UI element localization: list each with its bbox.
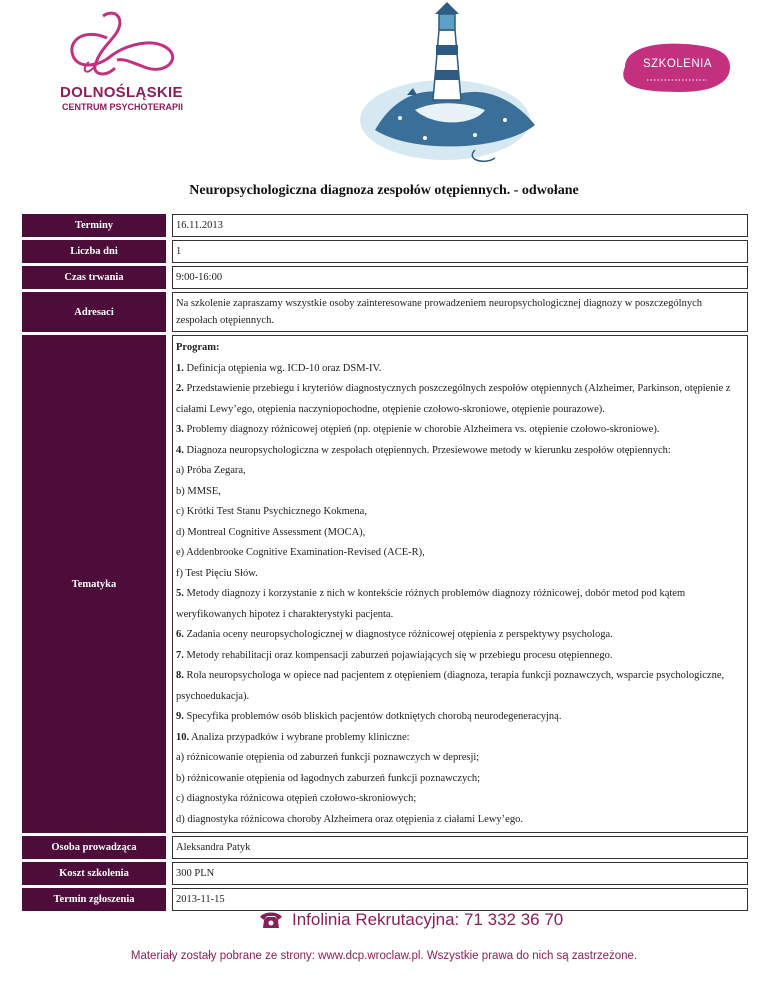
program-item	[176, 748, 744, 769]
program-item-text: Diagnoza neuropsychologiczna w zespołach otępiennych. Przesiewowe metody w kierunku zespołów otępiennych:	[183, 444, 671, 456]
program-item-text: Metody diagnozy i korzystanie z nich w kontekście różnych problemów diagnozy różnicowej, dobór metod pod kątem weryfikowanych hipotez i charakterystyki pacjenta.	[176, 588, 686, 620]
program-item-number: 1.	[176, 362, 184, 374]
program-item-text: c) Krótki Test Stanu Psychicznego Kokmena,	[176, 506, 367, 517]
logo-subtitle: CENTRUM PSYCHOTERAPII	[62, 102, 184, 112]
phone-text: Infolinia Rekrutacyjna: 71 332 36 70	[292, 910, 564, 929]
szkolenia-label: SZKOLENIA	[642, 58, 713, 70]
footer-phone	[258, 910, 563, 930]
training-info-table	[22, 211, 748, 914]
program-item	[176, 461, 744, 482]
program-item	[176, 728, 744, 749]
program-item	[176, 707, 744, 728]
program-item-text: Zadania oceny neuropsychologicznej w diagnostyce różnicowej otępienia z perspektywy psychologa.	[183, 629, 613, 640]
row-label: Liczba dni	[22, 240, 172, 263]
program-item-number: 3.	[176, 424, 184, 435]
program-item-text: Problemy diagnozy różnicowej otępień (np. otępienie w chorobie Alzheimera vs. otępienie czołowo-skroniowe).	[183, 424, 660, 435]
info-row	[22, 240, 748, 263]
program-item-number: 4.	[176, 444, 184, 456]
program-item	[176, 482, 744, 503]
row-label: Termin zgłoszenia	[22, 888, 172, 911]
program-item-text: d) diagnostyka różnicowa choroby Alzheimera oraz otępienia z ciałami Lewy’ego.	[176, 813, 523, 825]
row-value: 16.11.2013	[172, 214, 748, 237]
program-item	[176, 789, 744, 810]
row-label: Osoba prowadząca	[22, 836, 172, 859]
program-item	[176, 564, 744, 585]
program-item-number: 10.	[176, 731, 190, 743]
program-item	[176, 646, 744, 667]
program-item-number: 7.	[176, 649, 184, 661]
program-item	[176, 502, 744, 523]
row-label: Terminy	[22, 214, 172, 237]
row-label: Tematyka	[22, 335, 172, 833]
program-item-number: 9.	[176, 711, 184, 722]
row-label: Czas trwania	[22, 266, 172, 289]
tematyka-row	[22, 335, 748, 833]
program-item-number: 6.	[176, 629, 184, 640]
row-value: 2013-11-15	[172, 888, 748, 911]
program-item-text: d) Montreal Cognitive Assessment (MOCA),	[176, 526, 366, 538]
program-item	[176, 810, 744, 831]
program-heading: Program:	[176, 342, 220, 353]
program-item	[176, 379, 744, 420]
page-title: Neuropsychologiczna diagnoza zespołów otępiennych. - odwołane	[189, 183, 579, 198]
info-row	[22, 214, 748, 237]
program-item-number: 5.	[176, 588, 184, 599]
row-value: 9:00-16:00	[172, 266, 748, 289]
info-row	[22, 836, 748, 859]
program-item-text: Metody rehabilitacji oraz kompensacji zaburzeń pojawiających się w przebiegu procesu otępiennego.	[183, 649, 613, 661]
row-value: 1	[172, 240, 748, 263]
program-item-text: b) różnicowanie otępienia od łagodnych zaburzeń funkcji poznawczych;	[176, 772, 481, 784]
program-item-text: Przedstawienie przebiegu i kryteriów diagnostycznych poszczególnych zespołów otępiennych (Alzheimer, Parkinson, otępienie z ciałami Lewy’ego, otępienia naczyniopochodne, otępienie czołowo-skroniowe, otępienie pourazowe).	[176, 383, 731, 415]
program-item-text: f) Test Pięciu Słów.	[176, 567, 258, 579]
program-item-text: a) Próba Zegara,	[176, 465, 246, 476]
program-item-text: b) MMSE,	[176, 485, 221, 497]
program-item	[176, 769, 744, 790]
program-item	[176, 666, 744, 707]
info-row	[22, 888, 748, 911]
program-item-text: e) Addenbrooke Cognitive Examination-Revised (ACE-R),	[176, 547, 425, 558]
program-item	[176, 359, 744, 380]
copyright-note: Materiały zostały pobrane ze strony: www.dcp.wroclaw.pl. Wszystkie prawa do nich są zastrzeżone.	[130, 950, 638, 962]
program-item-text: c) diagnostyka różnicowa otępień czołowo-skroniowych;	[176, 793, 417, 804]
program-item-text: Specyfika problemów osób bliskich pacjentów dotkniętych chorobą neurodegeneracyjną.	[183, 711, 562, 722]
program-item-text: Definicja otępienia wg. ICD-10 oraz DSM-IV.	[183, 362, 382, 374]
row-label: Adresaci	[22, 292, 172, 332]
program-item-number: 8.	[176, 670, 184, 681]
row-value: 300 PLN	[172, 862, 748, 885]
program-item	[176, 584, 744, 625]
program-item	[176, 420, 744, 441]
info-row	[22, 266, 748, 289]
program-item-text: Analiza przypadków i wybrane problemy kliniczne:	[189, 731, 410, 743]
info-row	[22, 862, 748, 885]
program-item	[176, 523, 744, 544]
program-item	[176, 543, 744, 564]
program-item-text: a) różnicowanie otępienia od zaburzeń funkcji poznawczych w depresji;	[176, 752, 480, 763]
program-item	[176, 625, 744, 646]
info-row	[22, 292, 748, 332]
row-value: Aleksandra Patyk	[172, 836, 748, 859]
row-value: Na szkolenie zapraszamy wszystkie osoby zainteresowane prowadzeniem neuropsychologicznej diagnozy w poszczególnych zespołach otępiennych.	[172, 292, 748, 332]
program-item	[176, 441, 744, 462]
program-item-number: 2.	[176, 383, 184, 394]
program-item-text: Rola neuropsychologa w opiece nad pacjentem z otępieniem (diagnoza, terapia funkcji poznawczych, wsparcie psychologiczne, psychoedukacja).	[176, 670, 725, 702]
logo-title: DOLNOŚLĄSKIE	[60, 84, 183, 101]
phone-icon	[258, 911, 284, 929]
program-content	[172, 335, 748, 833]
lighthouse-illustration	[355, 0, 555, 170]
row-label: Koszt szkolenia	[22, 862, 172, 885]
